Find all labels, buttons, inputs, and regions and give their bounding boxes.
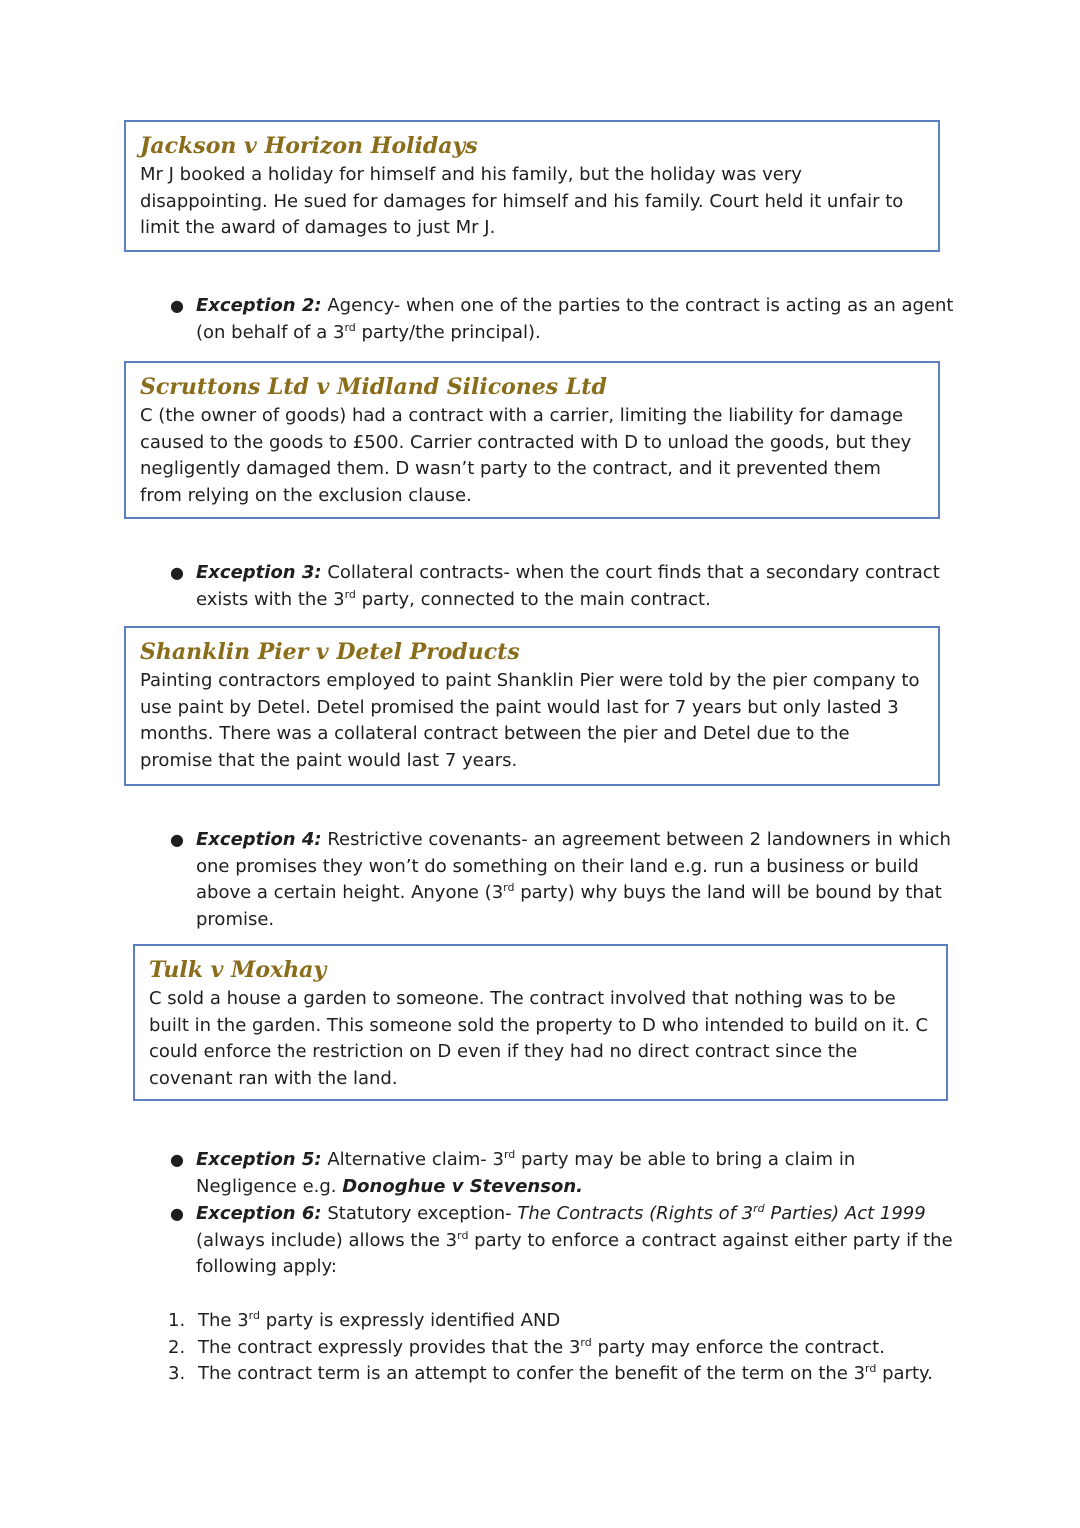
superscript: rd (865, 1362, 877, 1375)
case-reference: Donoghue v Stevenson. (342, 1175, 583, 1197)
list-number: 2. (168, 1337, 186, 1358)
superscript: rd (503, 1148, 516, 1161)
exception-label: Exception 6: (196, 1203, 322, 1224)
exception-text: Statutory exception- (321, 1203, 518, 1224)
condition-1 (168, 1308, 968, 1335)
condition-3 (168, 1361, 968, 1388)
exception-2 (170, 293, 960, 346)
case-body: Painting contractors employed to paint Shanklin Pier were told by the pier company to use paint by Detel. Detel promised the paint would last for 7 years but only lasted 3 months. There was a collateral contract between the pier and Detel due to the promise that the paint would last 7 years. (140, 670, 920, 771)
exception-text: Alternative claim- 3 (321, 1149, 504, 1170)
exception-text: party/the principal). (355, 321, 541, 343)
exception-text: Collateral contracts- when the court finds that a secondary contract exists with the 3 (196, 562, 940, 610)
bullet-icon: ● (170, 1150, 184, 1169)
case-title: Shanklin Pier v Detel Products (140, 639, 520, 665)
act-title (517, 1203, 925, 1224)
exception-text: Restrictive covenants- an agreement between 2 landowners in which one promises they won’t do something on their land e.g. run a business or build above a certain height. Anyone (3 (196, 829, 951, 903)
case-box-tulk (133, 944, 948, 1101)
superscript: rd (344, 320, 356, 334)
case-title: Jackson v Horizon Holidays (140, 133, 478, 159)
list-number: 3. (168, 1363, 186, 1384)
exception-3 (170, 560, 960, 613)
bullet-icon: ● (170, 563, 184, 582)
condition-text: The contract term is an attempt to confer the benefit of the term on the 3 (198, 1363, 866, 1384)
bullet-icon: ● (170, 830, 184, 849)
superscript: rd (344, 587, 356, 601)
exception-6 (170, 1201, 960, 1281)
superscript: rd (753, 1202, 765, 1215)
exception-text: (always include) allows the 3 (196, 1229, 458, 1251)
superscript: rd (580, 1336, 592, 1349)
case-title: Scruttons Ltd v Midland Silicones Ltd (140, 374, 607, 400)
exception-label: Exception 5: (196, 1149, 322, 1170)
bullet-icon: ● (170, 296, 184, 315)
exception-text: party) why buys the land will be bound by that promise. (196, 882, 942, 930)
exception-text: party, connected to the main contract. (355, 588, 711, 610)
superscript: rd (503, 881, 515, 894)
exception-text: party to enforce a contract against either party if the following apply: (196, 1229, 953, 1277)
exception-text: Agency- when one of the parties to the contract is acting as an agent (on behalf of a 3 (196, 295, 954, 343)
exception-text: party may be able to bring a claim in Negligence e.g. (196, 1149, 856, 1197)
superscript: rd (248, 1309, 260, 1322)
condition-text: party. (876, 1363, 933, 1384)
case-body: Mr J booked a holiday for himself and his family, but the holiday was very disappointing. He sued for damages for himself and his family. Court held it unfair to limit the award of damages to just Mr J. (140, 164, 904, 238)
superscript: rd (457, 1228, 469, 1242)
case-body: C (the owner of goods) had a contract with a carrier, limiting the liability for damage caused to the goods to £500. Carrier contracted with D to unload the goods, but they negligently damaged them. D wasn’t party to the contract, and it prevented them from relying on the exclusion clause. (140, 405, 912, 506)
exception-4 (170, 827, 960, 933)
exception-label: Exception 2: (196, 295, 322, 316)
exception-label: Exception 4: (196, 829, 322, 850)
condition-text: party is expressly identified AND (259, 1310, 561, 1331)
case-title: Tulk v Moxhay (149, 957, 327, 983)
act-title-part: Parties) Act 1999 (764, 1203, 926, 1224)
condition-text: party may enforce the contract. (591, 1337, 885, 1358)
list-number: 1. (168, 1310, 186, 1331)
condition-text: The 3 (198, 1310, 249, 1331)
case-box-jackson (124, 120, 940, 252)
exception-label: Exception 3: (196, 562, 322, 583)
case-body: C sold a house a garden to someone. The contract involved that nothing was to be built in the garden. This someone sold the property to D who intended to build on it. C could enforce the restriction on D even if they had no direct contract since the covenant ran with the land. (149, 988, 929, 1089)
case-box-scruttons (124, 361, 940, 519)
act-title-part: The Contracts (Rights of 3 (517, 1203, 754, 1224)
exception-5 (170, 1147, 960, 1200)
condition-text: The contract expressly provides that the 3 (198, 1337, 581, 1358)
case-box-shanklin (124, 626, 940, 786)
bullet-icon: ● (170, 1204, 184, 1223)
condition-2 (168, 1335, 968, 1362)
